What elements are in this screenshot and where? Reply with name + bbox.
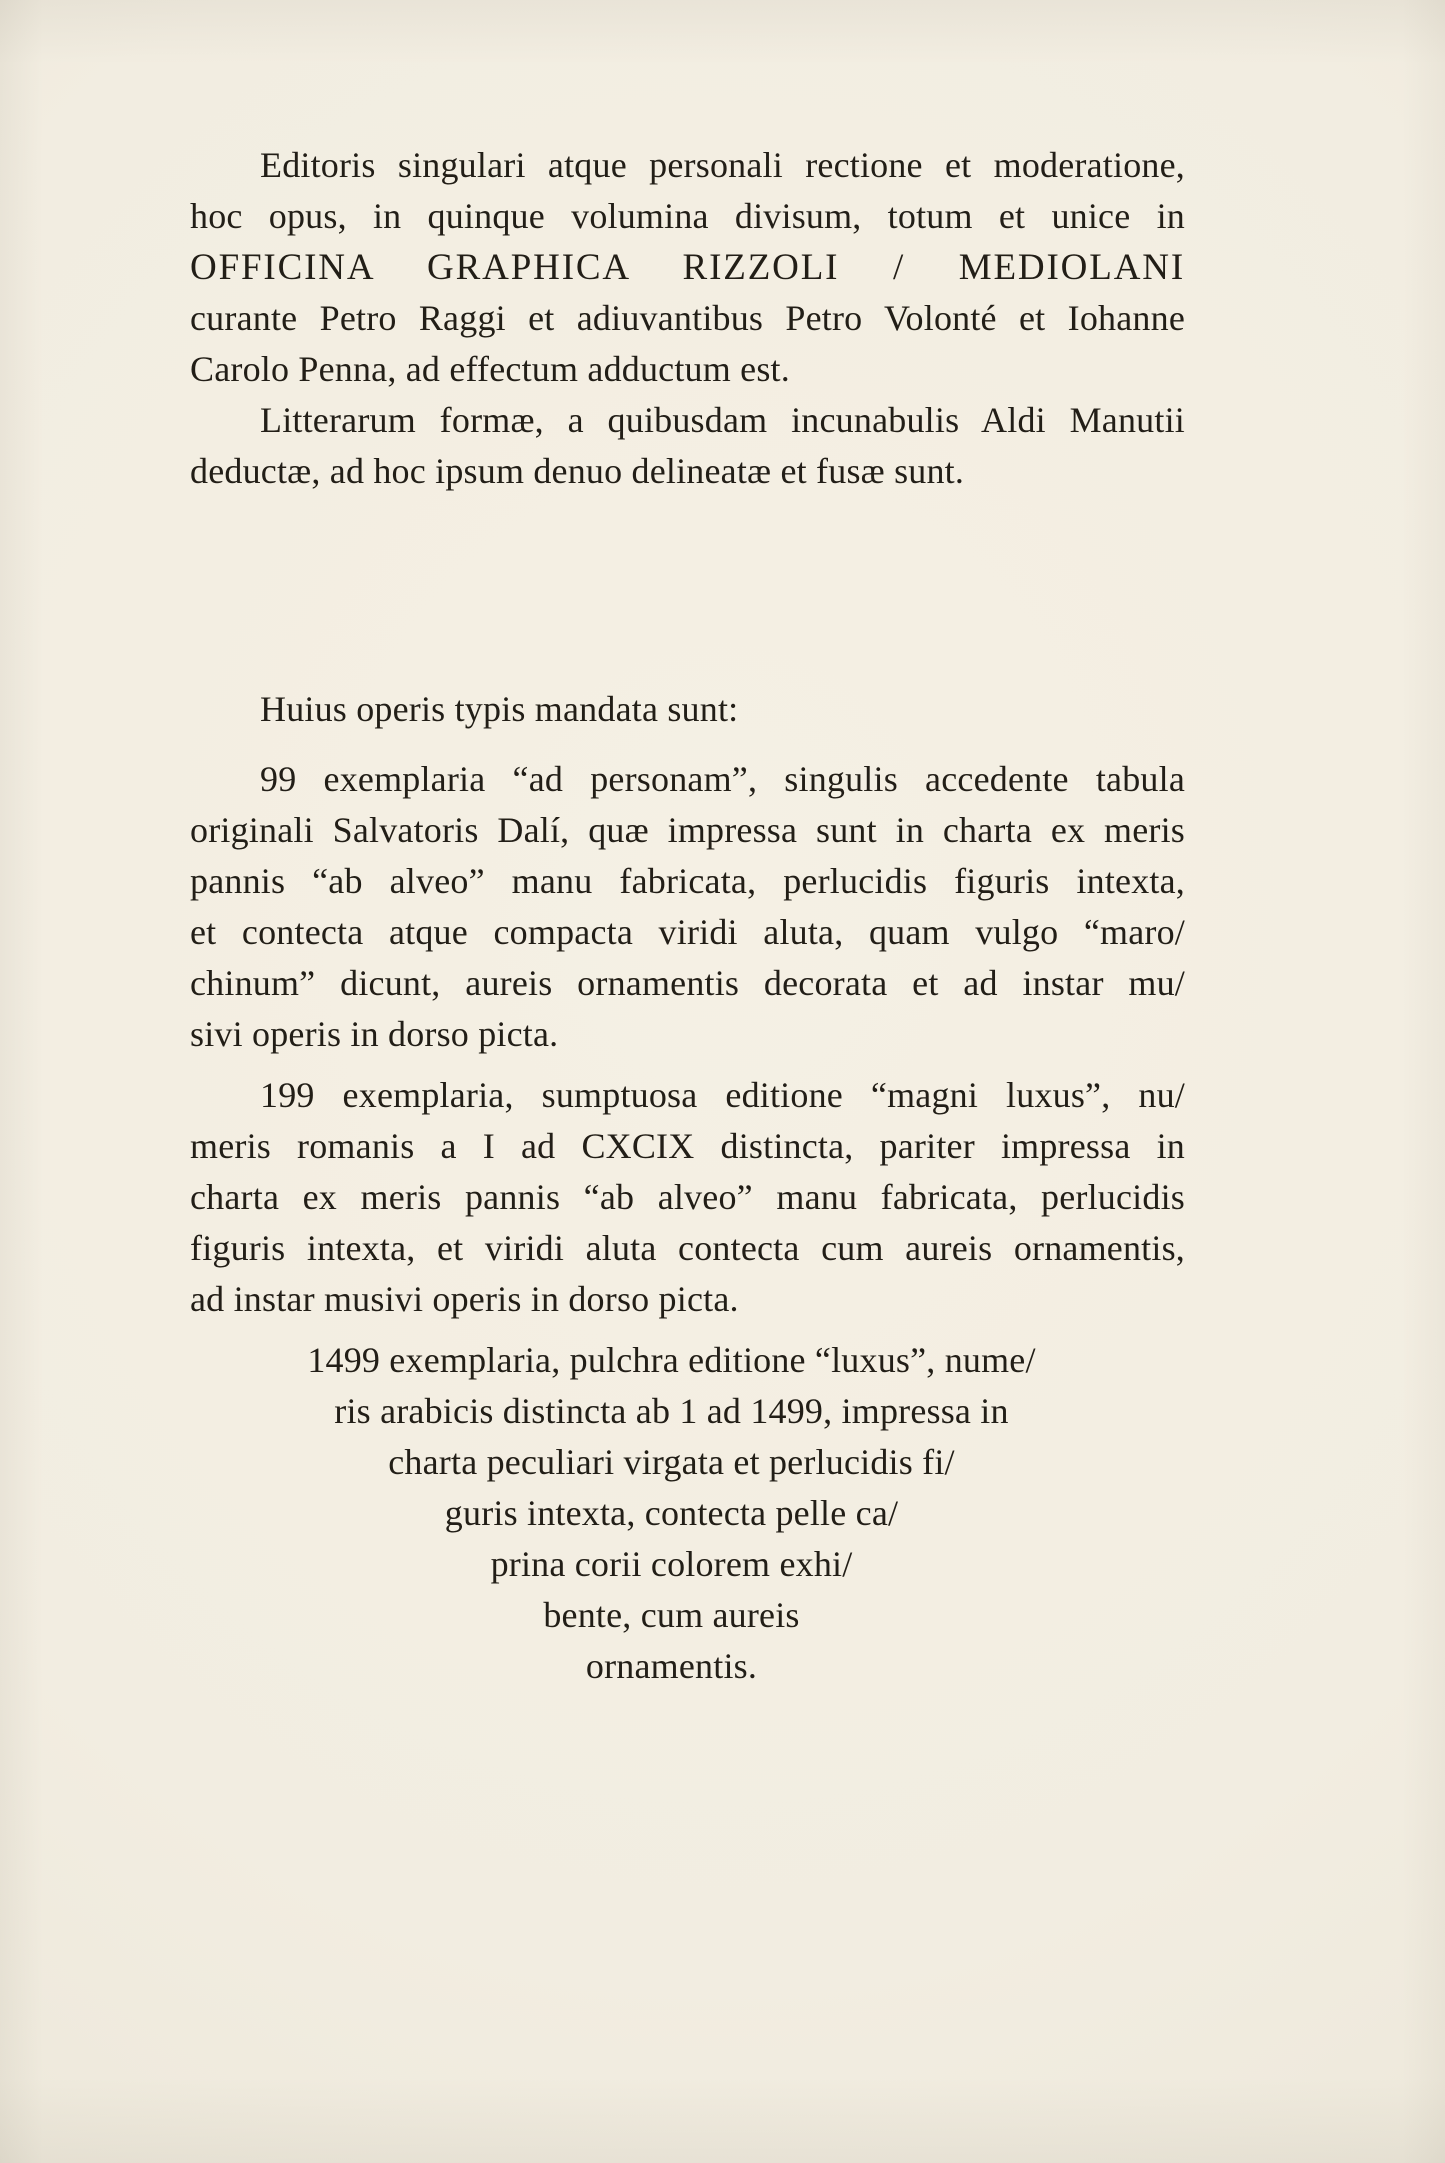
vertical-gap <box>190 1325 1185 1335</box>
paragraph-199-exemplaria <box>190 1070 1185 1325</box>
colophon-line: deductæ, ad hoc ipsum denuo delineatæ et fusæ sunt. <box>190 451 965 491</box>
colophon-line: pannis “ab alveo” manu fabricata, perlucidis figuris intexta, <box>190 861 1185 901</box>
paragraph-1499-exemplaria <box>174 1335 1169 1692</box>
colophon-line: meris romanis a I ad CXCIX distincta, pariter impressa in <box>190 1126 1185 1166</box>
colophon-line: curante Petro Raggi et adiuvantibus Petro Volonté et Iohanne <box>190 298 1185 338</box>
vertical-gap <box>190 1060 1185 1070</box>
colophon-line: ornamentis. <box>585 1646 758 1686</box>
colophon-line: Editoris singulari atque personali rectione et moderatione, <box>260 145 1185 185</box>
colophon-line-officina-caps: OFFICINA GRAPHICA RIZZOLI / MEDIOLANI <box>190 247 1185 288</box>
colophon-text-block <box>190 140 1185 1692</box>
colophon-line: et contecta atque compacta viridi aluta, quam vulgo “maro/ <box>190 912 1185 952</box>
colophon-line: 199 exemplaria, sumptuosa editione “magni luxus”, nu/ <box>260 1075 1185 1115</box>
colophon-line: chinum” dicunt, aureis ornamentis decorata et ad instar mu/ <box>190 963 1185 1003</box>
colophon-line: ad instar musivi operis in dorso picta. <box>190 1279 739 1319</box>
paragraph-production <box>190 140 1185 395</box>
colophon-line: Litterarum formæ, a quibusdam incunabulis Aldi Manutii <box>260 400 1185 440</box>
colophon-line: sivi operis in dorso picta. <box>190 1014 559 1054</box>
paragraph-typefaces <box>190 395 1185 497</box>
colophon-line: ris arabicis distincta ab 1 ad 1499, impressa in <box>334 1391 1009 1431</box>
colophon-line: guris intexta, contecta pelle ca/ <box>444 1493 899 1533</box>
vertical-gap <box>190 735 1185 754</box>
colophon-line: bente, cum aureis <box>543 1595 800 1635</box>
colophon-line: 1499 exemplaria, pulchra editione “luxus”, nume/ <box>307 1340 1036 1380</box>
colophon-line: originali Salvatoris Dalí, quæ impressa sunt in charta ex meris <box>190 810 1185 850</box>
colophon-line: charta peculiari virgata et perlucidis fi/ <box>388 1442 955 1482</box>
colophon-line: charta ex meris pannis “ab alveo” manu fabricata, perlucidis <box>190 1177 1185 1217</box>
colophon-line: hoc opus, in quinque volumina divisum, totum et unice in <box>190 196 1185 236</box>
colophon-line: figuris intexta, et viridi aluta contecta cum aureis ornamentis, <box>190 1228 1185 1268</box>
heading-editions: Huius operis typis mandata sunt: <box>260 689 739 729</box>
colophon-line: Carolo Penna, ad effectum adductum est. <box>190 349 790 389</box>
paragraph-99-exemplaria <box>190 754 1185 1060</box>
colophon-line: 99 exemplaria “ad personam”, singulis accedente tabula <box>260 759 1185 799</box>
vertical-gap <box>190 497 1185 684</box>
colophon-line: prina corii colorem exhi/ <box>490 1544 853 1584</box>
